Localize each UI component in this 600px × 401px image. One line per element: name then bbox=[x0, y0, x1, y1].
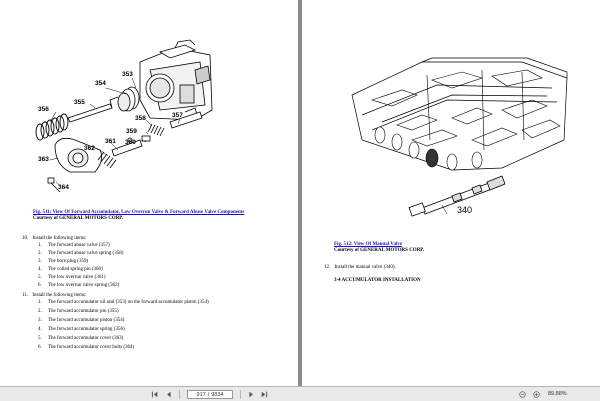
callout-354: 354 bbox=[95, 80, 106, 87]
total-pages: 9834 bbox=[211, 391, 224, 398]
figure-title[interactable]: Fig. 511: View Of Forward Accumulator, Low Overrun Valve & Forward Abuse Valve Components bbox=[33, 210, 245, 215]
callout-360: 360 bbox=[125, 139, 136, 146]
figure-title[interactable]: Fig. 512: View Of Manual Valve bbox=[334, 242, 403, 247]
zoom-in-icon[interactable] bbox=[532, 390, 541, 399]
callout-363: 363 bbox=[38, 156, 49, 163]
figure-512-caption bbox=[334, 242, 564, 254]
list-item: 1. The forward abuse valve (357) bbox=[38, 243, 110, 248]
callout-362: 362 bbox=[84, 145, 95, 152]
callout-358: 358 bbox=[135, 115, 146, 122]
list-item: 5. The forward accumulator cover (363) bbox=[38, 336, 124, 341]
list-item: 3. The bore plug (359) bbox=[38, 259, 89, 264]
next-page-icon[interactable] bbox=[247, 390, 256, 399]
last-page-icon[interactable] bbox=[260, 390, 269, 399]
list-item: 3. The forward accumulator piston (354) bbox=[38, 318, 125, 323]
step-number: 10. bbox=[22, 236, 29, 241]
bottom-toolbar bbox=[0, 386, 600, 401]
step-11 bbox=[22, 293, 86, 299]
manual-valve-diagram bbox=[302, 0, 600, 230]
courtesy-line: Courtesy of GENERAL MOTORS CORP. bbox=[334, 248, 425, 253]
section-heading: 3-4 ACCUMULATOR INSTALLATION bbox=[334, 278, 421, 283]
list-item: 4. The forward accumulator spring (356) bbox=[38, 327, 125, 332]
callout-357: 357 bbox=[172, 112, 183, 119]
list-item: 1. The forward accumulator oil seal (353) on the forward accumulator piston (354) bbox=[38, 300, 209, 305]
list-item: 5. The low overrun valve (361) bbox=[38, 275, 106, 280]
step-number: 11. bbox=[22, 293, 29, 298]
toolbar-divider bbox=[240, 390, 241, 399]
step-10 bbox=[22, 236, 87, 242]
callout-364: 364 bbox=[58, 184, 69, 191]
page-number-field[interactable] bbox=[187, 390, 233, 399]
step-12 bbox=[324, 265, 396, 271]
callout-359: 359 bbox=[126, 128, 137, 135]
prev-page-icon[interactable] bbox=[164, 390, 173, 399]
step-text: Install the following items: bbox=[32, 293, 87, 298]
forward-accumulator-diagram bbox=[0, 0, 298, 210]
callout-353: 353 bbox=[122, 71, 133, 78]
first-page-icon[interactable] bbox=[150, 390, 159, 399]
callout-356: 356 bbox=[38, 106, 49, 113]
callout-355: 355 bbox=[74, 99, 85, 106]
page-separator: / bbox=[207, 391, 210, 398]
list-item: 2. The forward abuse valve spring (358) bbox=[38, 251, 124, 256]
current-page: 917 bbox=[196, 391, 206, 398]
page-left bbox=[0, 0, 298, 386]
list-item: 6. The low overrun valve spring (362) bbox=[38, 283, 120, 288]
zoom-level[interactable]: 89.88% bbox=[548, 391, 567, 397]
list-item: 4. The coiled spring pin (360) bbox=[38, 267, 103, 272]
zoom-out-icon[interactable] bbox=[518, 390, 527, 399]
toolbar-divider bbox=[179, 390, 180, 399]
callout-361: 361 bbox=[105, 138, 116, 145]
callout-340: 340 bbox=[457, 205, 473, 215]
step-text: Install the manual valve (340). bbox=[334, 265, 396, 270]
list-item: 6. The forward accumulator cover bolts (364) bbox=[38, 345, 135, 350]
step-text: Install the following items: bbox=[32, 236, 87, 241]
courtesy-line: Courtesy of GENERAL MOTORS CORP. bbox=[33, 216, 124, 221]
step-number: 12. bbox=[324, 265, 331, 270]
list-item: 2. The forward accumulator pin (355) bbox=[38, 309, 119, 314]
page-right bbox=[302, 0, 600, 386]
figure-511-caption bbox=[33, 210, 263, 222]
